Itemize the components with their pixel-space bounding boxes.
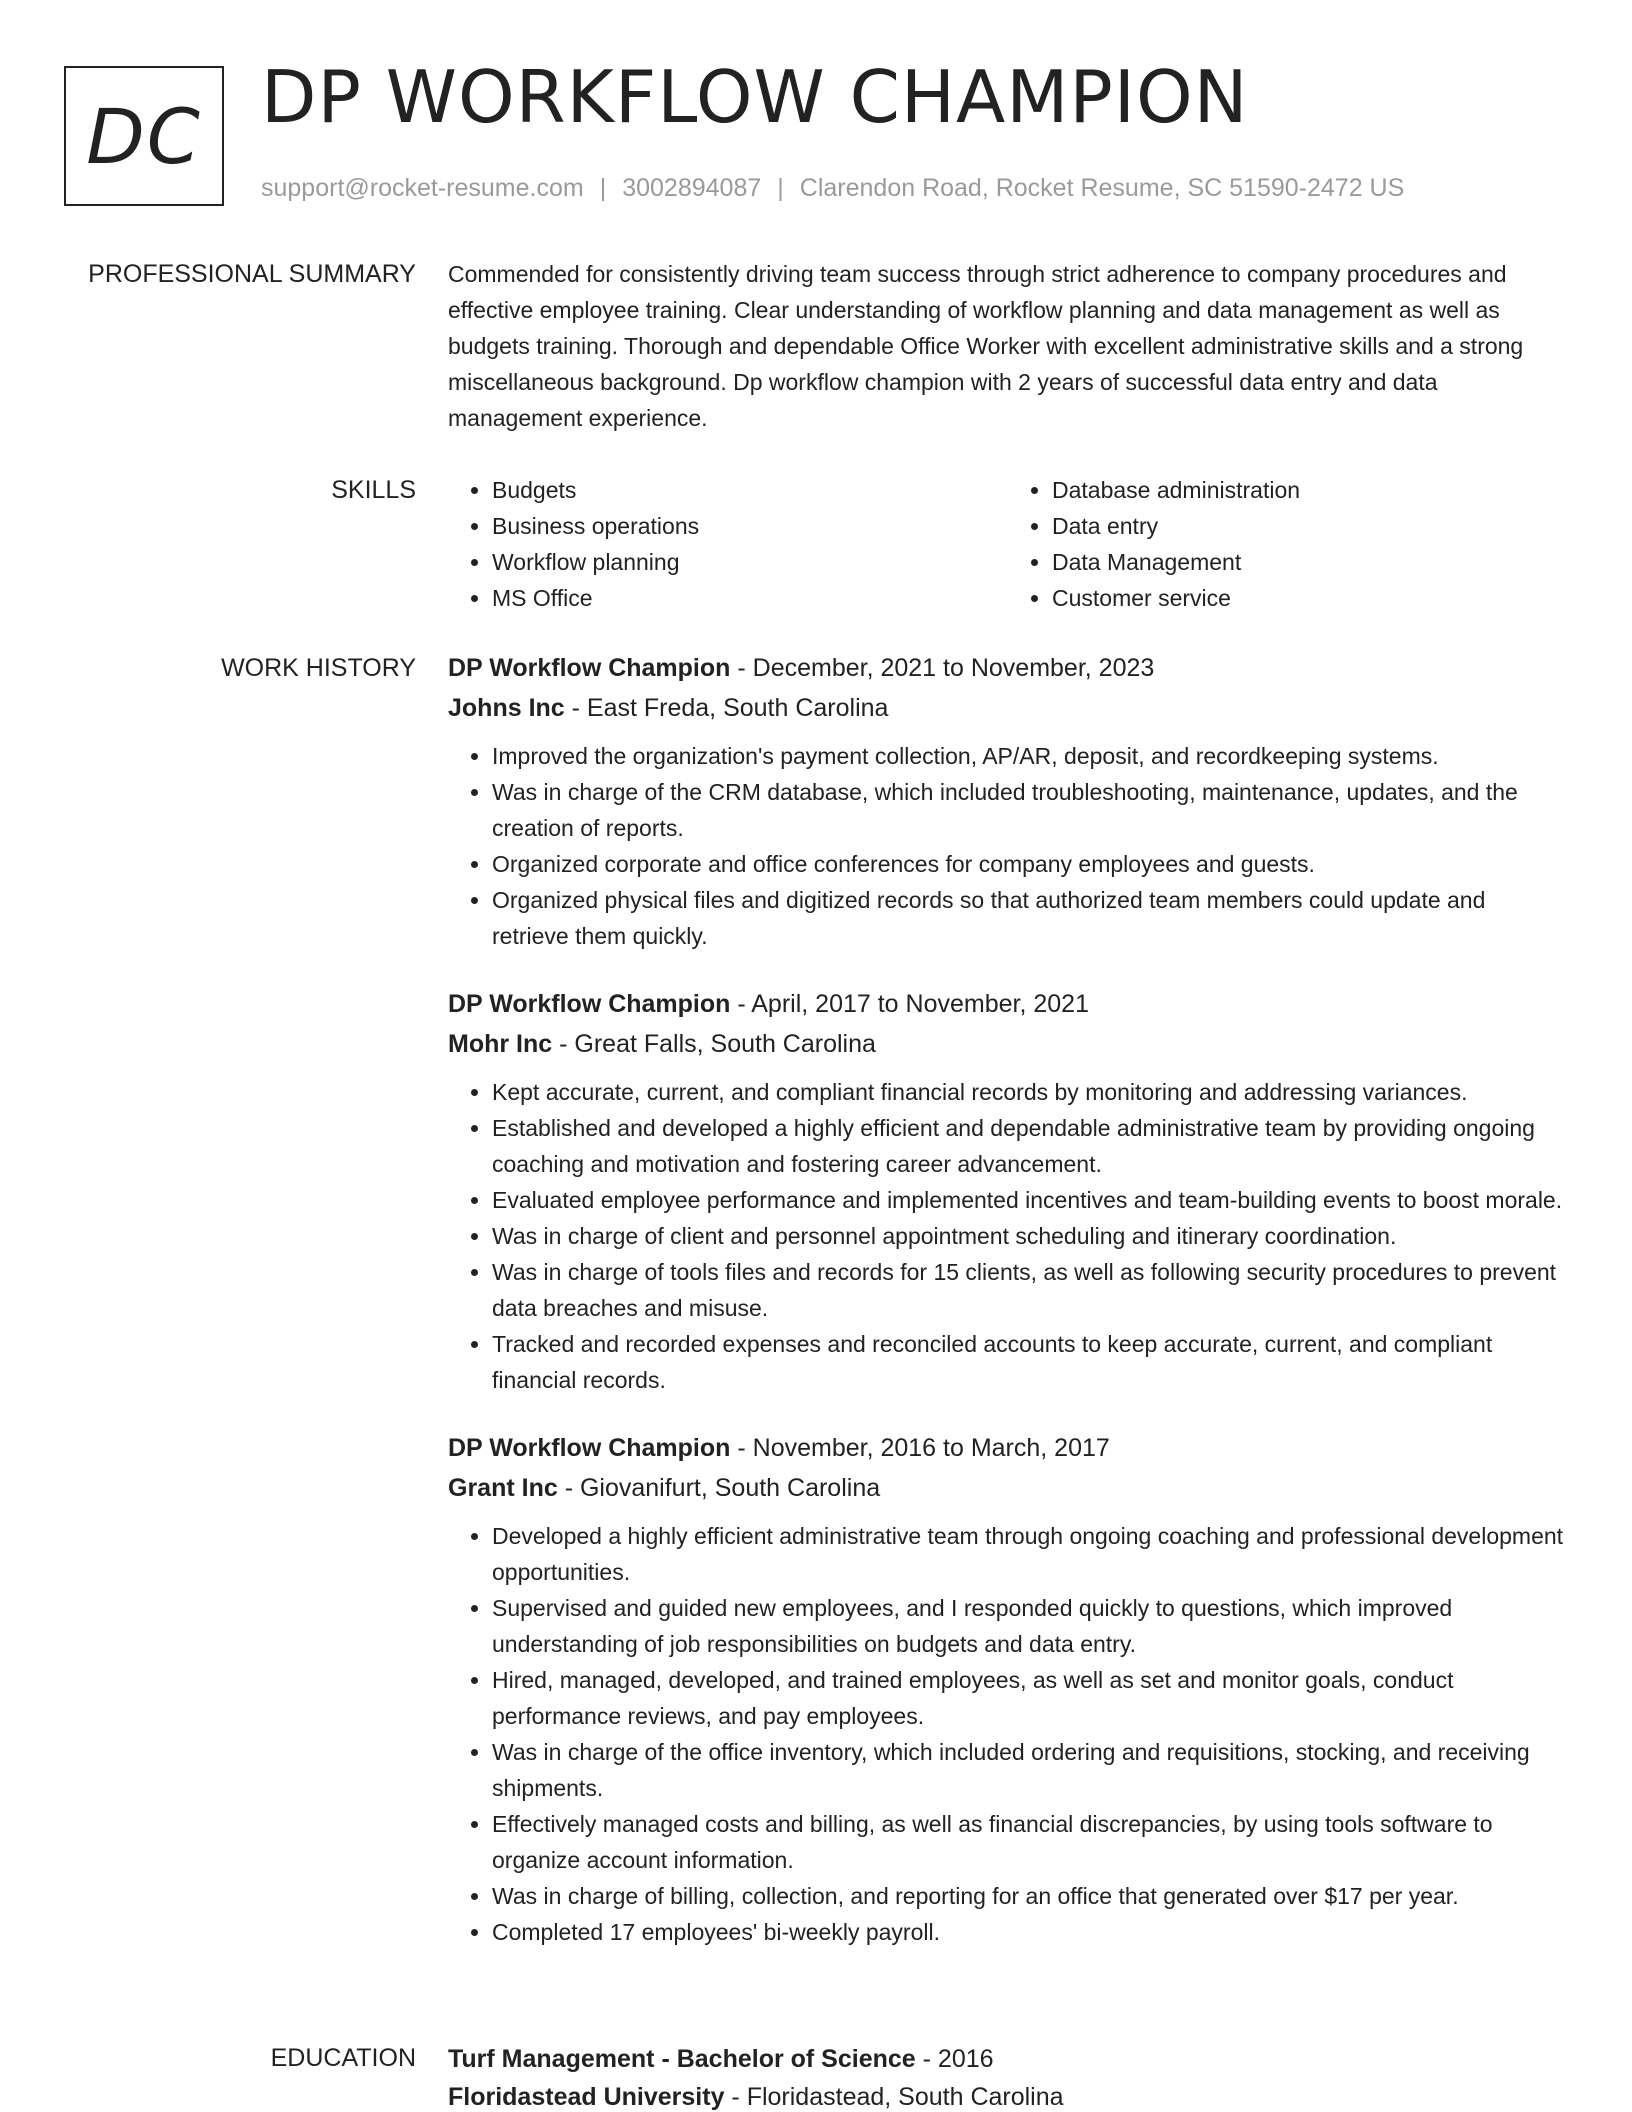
monogram-logo: DC xyxy=(64,66,224,206)
work-history-label: WORK HISTORY xyxy=(221,654,416,682)
contact-separator: | xyxy=(777,174,784,202)
job-bullet: • Improved the organization's payment collection, AP/AR, deposit, and recordkeeping systems. xyxy=(492,738,1568,774)
job-company-line xyxy=(448,688,1568,728)
skills-list-right xyxy=(1008,472,1568,616)
job-bullet: • Was in charge of the office inventory, which included ordering and requisitions, stocking, and receiving shipments. xyxy=(492,1734,1568,1806)
job-bullet: • Completed 17 employees' bi-weekly payroll. xyxy=(492,1914,1568,1950)
job-company: Mohr Inc xyxy=(448,1030,553,1058)
skill-item: • MS Office xyxy=(492,580,1008,616)
skill-item: • Data Management xyxy=(1052,544,1568,580)
job-bullet: • Organized corporate and office conferences for company employees and guests. xyxy=(492,846,1568,882)
contact-email: support@rocket-resume.com xyxy=(261,174,584,202)
job-bullet: • Developed a highly efficient administrative team through ongoing coaching and professional development opportunities. xyxy=(492,1518,1568,1590)
job-dates: - April, 2017 to November, 2021 xyxy=(730,990,1089,1018)
candidate-name: DP WORKFLOW CHAMPION xyxy=(261,55,1249,139)
skill-item: • Workflow planning xyxy=(492,544,1008,580)
summary-label: PROFESSIONAL SUMMARY xyxy=(88,260,416,288)
contact-address: Clarendon Road, Rocket Resume, SC 51590-2472 US xyxy=(799,174,1405,202)
education-year: - 2016 xyxy=(915,2045,994,2073)
job-bullet: • Kept accurate, current, and compliant financial records by monitoring and addressing variances. xyxy=(492,1074,1568,1110)
job-entry xyxy=(448,648,1568,954)
job-company-line xyxy=(448,1468,1568,1508)
job-location: - Giovanifurt, South Carolina xyxy=(557,1474,881,1502)
job-bullet: • Was in charge of tools files and records for 15 clients, as well as following security procedures to prevent data breaches and misuse. xyxy=(492,1254,1568,1326)
skill-item: • Customer service xyxy=(1052,580,1568,616)
education-label: EDUCATION xyxy=(270,2044,416,2072)
job-entry xyxy=(448,1428,1568,1950)
skills-label: SKILLS xyxy=(331,476,416,504)
job-bullet: • Hired, managed, developed, and trained employees, as well as set and monitor goals, conduct performance reviews, and pay employees. xyxy=(492,1662,1568,1734)
job-company: Johns Inc xyxy=(448,694,565,722)
job-bullet: • Organized physical files and digitized records so that authorized team members could update and retrieve them quickly. xyxy=(492,882,1568,954)
job-bullet: • Supervised and guided new employees, and I responded quickly to questions, which improved understanding of job responsibilities on budgets and data entry. xyxy=(492,1590,1568,1662)
contact-separator: | xyxy=(599,174,607,202)
job-bullet: • Was in charge of billing, collection, and reporting for an office that generated over $17 per year. xyxy=(492,1878,1568,1914)
job-title: DP Workflow Champion xyxy=(448,1434,731,1462)
contact-phone: 3002894087 xyxy=(622,174,762,202)
education-school: Floridastead University xyxy=(448,2083,725,2111)
job-title: DP Workflow Champion xyxy=(448,654,731,682)
job-title: DP Workflow Champion xyxy=(448,990,731,1018)
job-bullet: • Was in charge of client and personnel appointment scheduling and itinerary coordination. xyxy=(492,1218,1568,1254)
education-school-line xyxy=(448,2078,1568,2112)
skills-columns xyxy=(448,472,1568,616)
job-title-line xyxy=(448,1428,1568,1468)
education-location: - Floridastead, South Carolina xyxy=(724,2083,1064,2111)
summary-body xyxy=(448,256,1568,436)
job-location: - Great Falls, South Carolina xyxy=(552,1030,876,1058)
job-bullet: • Established and developed a highly efficient and dependable administrative team by providing ongoing coaching and motivation and fostering career advancement. xyxy=(492,1110,1568,1182)
job-company-line xyxy=(448,1024,1568,1064)
skill-item: • Data entry xyxy=(1052,508,1568,544)
job-bullet: • Evaluated employee performance and implemented incentives and team-building events to boost morale. xyxy=(492,1182,1568,1218)
education-degree-line xyxy=(448,2040,1568,2078)
skill-item: • Business operations xyxy=(492,508,1008,544)
job-bullet: • Was in charge of the CRM database, which included troubleshooting, maintenance, updates, and the creation of reports. xyxy=(492,774,1568,846)
job-title-line xyxy=(448,984,1568,1024)
summary-text: Commended for consistently driving team success through strict adherence to company procedures and effective employee training. Clear understanding of workflow planning and data management as well as budgets training. Thorough and dependable Office Worker with excellent administrative skills and a strong miscellaneous background. Dp workflow champion with 2 years of successful data entry and data management experience. xyxy=(448,261,1524,431)
skill-item: • Database administration xyxy=(1052,472,1568,508)
job-location: - East Freda, South Carolina xyxy=(564,694,889,722)
skills-list-left xyxy=(448,472,1008,616)
work-history-body xyxy=(448,648,1568,1980)
contact-line xyxy=(261,174,1404,203)
job-bullets xyxy=(448,1074,1568,1398)
job-bullets xyxy=(448,1518,1568,1950)
job-dates: - November, 2016 to March, 2017 xyxy=(730,1434,1110,1462)
education-degree: Turf Management - Bachelor of Science xyxy=(448,2045,916,2073)
skills-body xyxy=(448,472,1568,616)
job-bullets xyxy=(448,738,1568,954)
job-entry xyxy=(448,984,1568,1398)
job-dates: - December, 2021 to November, 2023 xyxy=(730,654,1155,682)
job-title-line xyxy=(448,648,1568,688)
job-bullet: • Effectively managed costs and billing, as well as financial discrepancies, by using tools software to organize account information. xyxy=(492,1806,1568,1878)
skill-item: • Budgets xyxy=(492,472,1008,508)
education-body xyxy=(448,2040,1568,2112)
job-company: Grant Inc xyxy=(448,1474,558,1502)
job-bullet: • Tracked and recorded expenses and reconciled accounts to keep accurate, current, and compliant financial records. xyxy=(492,1326,1568,1398)
